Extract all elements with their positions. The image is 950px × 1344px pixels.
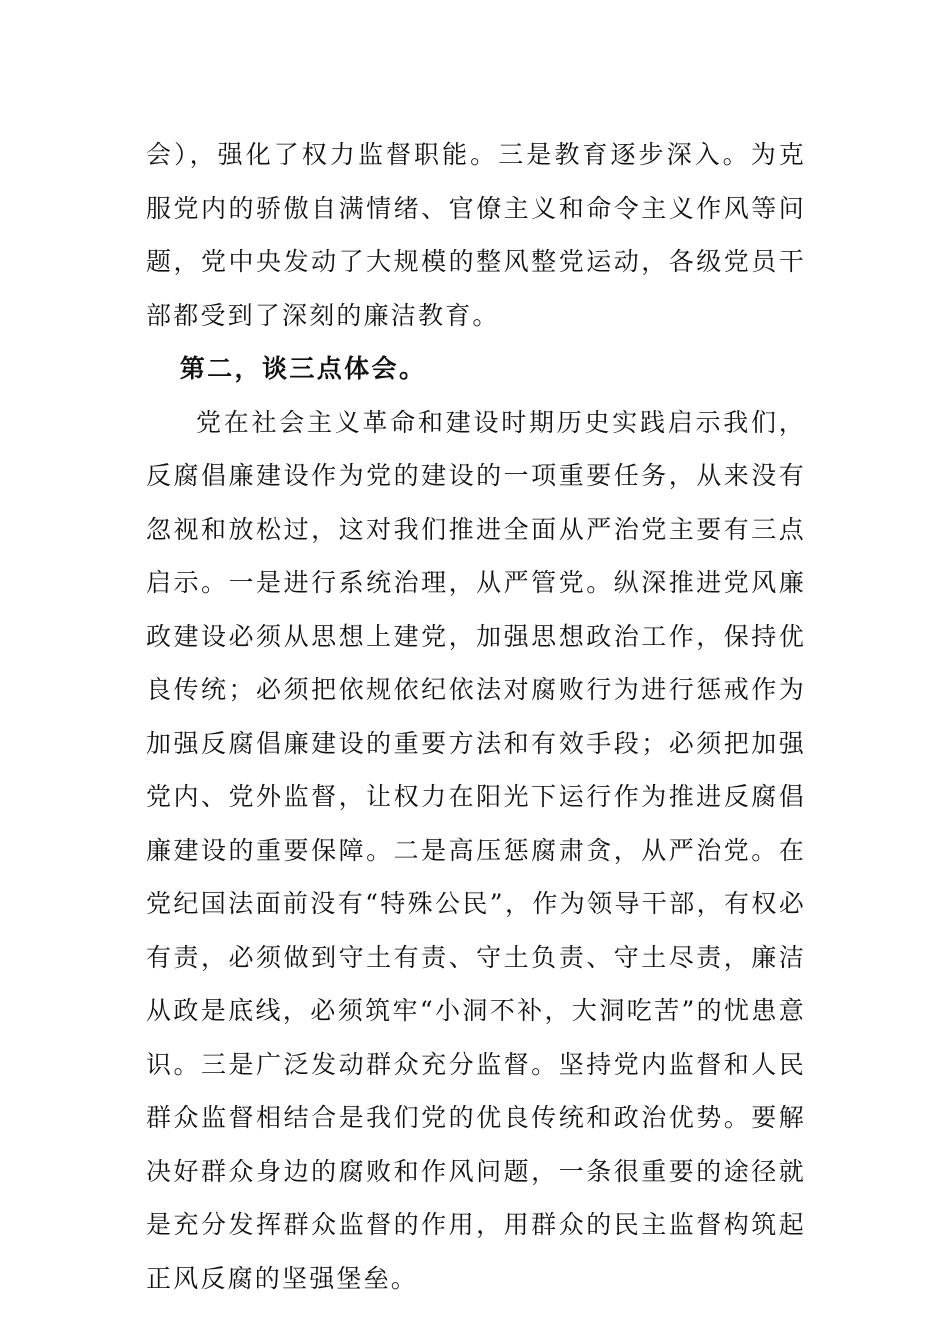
section-heading: 第二，谈三点体会。 [179, 354, 427, 383]
paragraph-body: 党在社会主义革命和建设时期历史实践启示我们，反腐倡廉建设作为党的建设的一项重要任务，从来没有忽视和放松过，这对我们推进全面从严治党主要有三点启示。一是进行系统治理，从严管党。纵深推进党风廉政建设必须从思想上建党，加强思想政治工作，保持优良传统；必须把依规依纪依法对腐败行为进行惩戒作为加强反腐倡廉建设的重要方法和有效手段；必须把加强党内、党外监督，让权力在阳光下运行作为推进反腐倡廉建设的重要保障。二是高压惩腐肃贪，从严治党。在党纪国法面前没有“特殊公民”，作为领导干部，有权必有责，必须做到守土有责、守土负责、守土尽责，廉洁从政是底线，必须筑牢“小洞不补，大洞吃苦”的忧患意识。三是广泛发动群众充分监督。坚持党内监督和人民群众监督相结合是我们党的优良传统和政治优势。要解决好群众身边的腐败和作风问题，一条很重要的途径就是充分发挥群众监督的作用，用群众的民主监督构筑起正风反腐的坚强堡垒。 [146, 407, 806, 1293]
paragraph-continuation: 会），强化了权力监督职能。三是教育逐步深入。为克服党内的骄傲自满情绪、官僚主义和命令主义作风等问题，党中央发动了大规模的整风整党运动，各级党员干部都受到了深刻的廉洁教育。 [146, 140, 806, 330]
document-body [146, 128, 806, 1305]
